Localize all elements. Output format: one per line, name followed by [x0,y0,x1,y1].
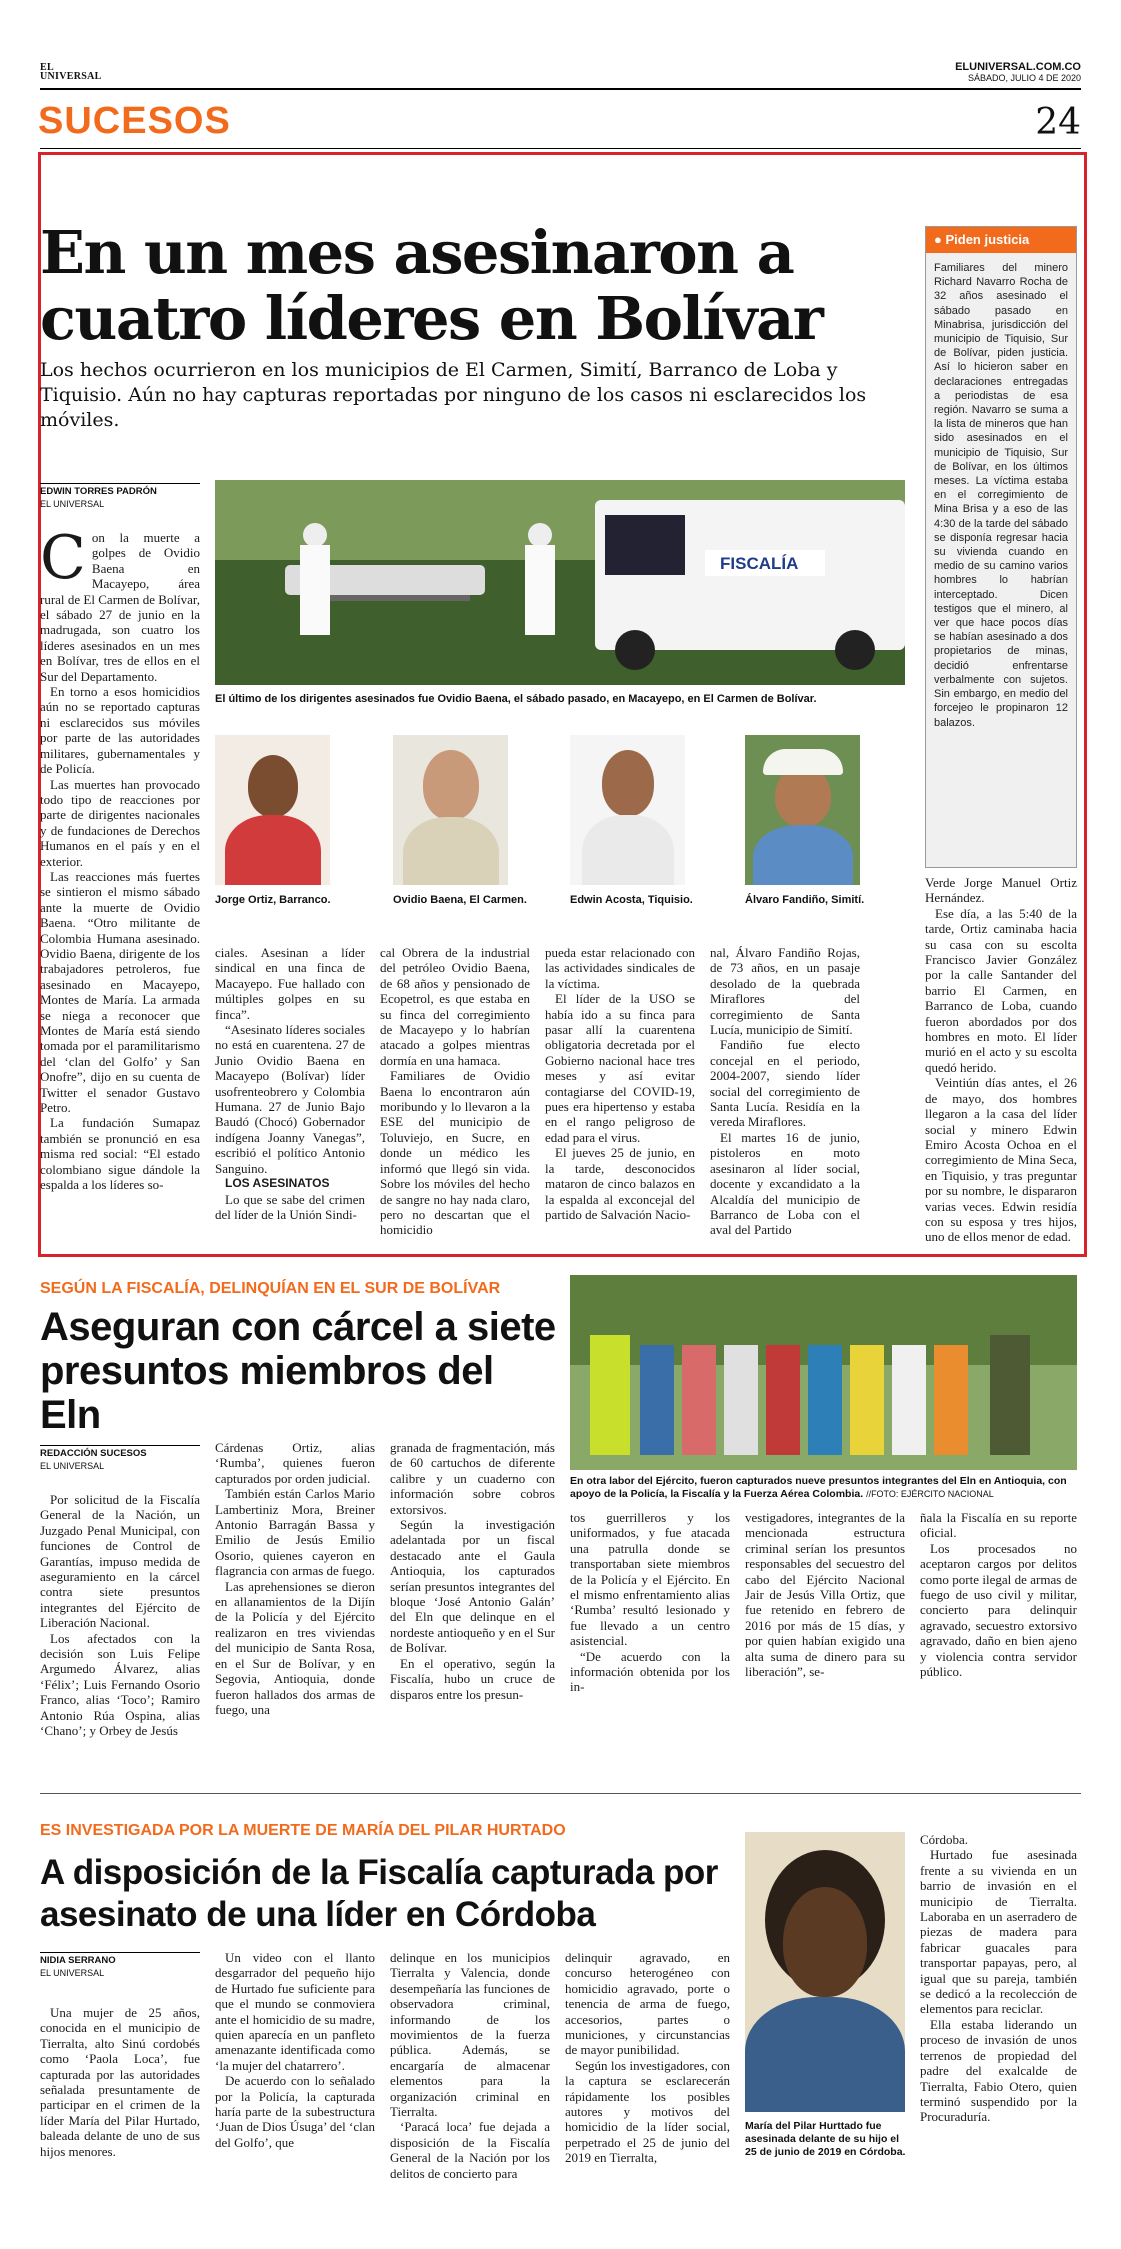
photo-credit: //FOTO: EJÉRCITO NACIONAL [866,1489,994,1499]
portrait-caption-4: Álvaro Fandiño, Simití. [745,894,865,906]
portrait-caption-1: Jorge Ortiz, Barranco. [215,894,331,906]
article3-photo-caption: María del Pilar Hurttado fue asesinada delante de su hijo el 25 de junio de 2019 en Córdoba. [745,2120,906,2158]
section-rule [40,148,1081,149]
article1-byline [40,483,200,510]
article2-photo [570,1275,1077,1470]
article2-column-6: ñala la Fiscalía en su reporte oficial. Los procesados no aceptaron cargos por delitos como porte ilegal de armas de fuego de uso civil y militar, concierto para delinquir agravado, secuestro extorsivo agravado, daño en bien ajeno y violencia contra servidor público. [920,1510,1077,1680]
article3-headline: A disposición de la Fiscalía capturada por asesinato de una líder en Córdoba [40,1853,718,1934]
article2-photo-caption: En otra labor del Ejército, fueron capturados nueve presuntos integrantes del Eln en Antioquia, con apoyo de la Policía, la Fiscalía y la Fuerza Aérea Colombia. //FOTO: EJÉRCITO NACIONAL [570,1475,1067,1500]
portrait-jorge-ortiz [215,735,330,885]
article2-headline: Aseguran con cárcel a siete presuntos miembros del Eln [40,1305,556,1437]
masthead-info [955,62,1081,84]
article1-column-5: nal, Álvaro Fandiño Rojas, de 73 años, en un pasaje desolado de la quebrada Miraflores del corregimiento de Santa Lucía, municipio de Simití. Fandiño fue electo concejal en el periodo, 2004-2007, siendo líder social del corregimiento de Santa Lucía. Residía en la vereda Miraflores. El martes 16 de junio, pistoleros en moto asesinaron al líder social, docente y excandidato a la Alcaldía del municipio de Barranco de Loba con el aval del Partido [710,945,860,1238]
article2-kicker: SEGÚN LA FISCALÍA, DELINQUÍAN EN EL SUR DE BOLÍVAR [40,1280,501,1297]
masthead-rule [40,88,1081,90]
portrait-ovidio-baena [393,735,508,885]
sidebar-piden-justicia [925,226,1077,868]
captured-group-photo [570,1275,1077,1470]
portrait-caption-2: Ovidio Baena, El Carmen. [393,894,527,906]
subheading-los-asesinatos: LOS ASESINATOS [225,1176,330,1191]
article1-column-1: Con la muerte a golpes de Ovidio Baena en Macayepo, área rural de El Carmen de Bolívar, el sábado 27 de junio en la madrugada, son cuatro los líderes asesinados en un mes en Bolívar, tres de ellos en el Sur del Departamento. En torno a esos homicidios aún no se reportado capturas ni esclarecidos sus móviles por parte de las autoridades militares, gubernamentales y de Policía. Las muertes han provocado todo tipo de reacciones por parte de dirigentes nacionales y de fundaciones de Derechos Humanos en el país y en el exterior. Las reacciones más fuertes se sintieron el mismo sábado ante la muerte de Ovidio Baena. “Otro militante de Colombia Humana asesinado. Ovidio Baena, dirigente de los trabajadores petroleros, fue asesinado en Macayepo, Montes de María. La armada se niega a reconocer que Montes de María está siendo tomada por el paramilitarismo del ‘clan del Golfo’ y San Onofre”, dijo en su cuenta de Twitter el senador Gustavo Petro. La fundación Sumapaz también se pronunció en esa misma red social: “El estado colombiano sigue dándole la espalda a los líderes so- [40,523,200,1193]
section-title: SUCESOS [38,100,231,142]
article2-column-4: tos guerrilleros y los uniformados, y fue atacada una patrulla donde se transportaban siete miembros de la Policía y el Ejército. En el mismo enfrentamiento alias ‘Rumba’ resultó lesionado y fue llevado a un centro asistencial. “De acuerdo con la información obtenida por los in- [570,1510,730,1695]
article1-photo-caption: El último de los dirigentes asesinados fue Ovidio Baena, el sábado pasado, en Macayepo, en El Carmen de Bolívar. [215,693,817,705]
issue-date: SÁBADO, JULIO 4 DE 2020 [967,73,1081,83]
article1-column-3: cal Obrera de la industrial del petróleo Ovidio Baena, de 68 años y pensionado de Ecopetrol, es que estaba en su finca del corregimiento de Macayepo y lo habrían atacado a golpes mientras dormía en una hamaca. Familiares de Ovidio Baena lo encontraron aún moribundo y lo llevaron a la ESE del municipio de Toluviejo, en Sucre, en donde un médico les informó que llegó sin vida. Sobre los móviles del hecho de sangre no hay nada claro, pero no descartan que el homicidio [380,945,530,1238]
article3-column-3: delinque en los municipios Tierralta y Valencia, donde desempeñaría las funciones de observadora criminal, informando de los movimientos de la fuerza pública. Además, se encargaría de almacenar elementos para la organización criminal en Tierralta. ‘Paracá loca’ fue dejada a disposición de la Fiscalía General de la Nación por los delitos de concierto para [390,1950,550,2181]
article2-byline: REDACCIÓN SUCESOS EL UNIVERSAL [40,1445,200,1472]
sidebar-header: ● Piden justicia [926,227,1076,253]
dropcap: C [40,523,86,593]
site-url[interactable]: ELUNIVERSAL.COM.CO [955,61,1081,73]
article1-main-photo [215,480,905,685]
article1-column-6: Verde Jorge Manuel Ortiz Hernández. Ese día, a las 5:40 de la tarde, Ortiz caminaba hacia su casa con su escolta Francisco Javier González por la calle Santander del barrio El Carmen, en Barranco de Loba, cuando fueron abordados por dos hombres en moto. El líder murió en el acto y su escolta quedó herido. Veintiún días antes, el 26 de mayo, dos hombres llegaron a la casa del líder social y minero Edwin Emiro Acosta Ochoa en el corregimiento de Mina Seca, en Tiquisio, y tras preguntar por su nombre, le dispararon varias veces. Edwin residía con su esposa y tres hijos, uno de ellos menor de edad. [925,875,1077,1245]
article1-dek: Los hechos ocurrieron en los municipios de El Carmen, Simití, Barranco de Loba y Tiquisio. Aún no hay capturas reportadas por ninguno de los casos ni esclarecidos los móviles. [40,359,867,431]
portrait-caption-3: Edwin Acosta, Tiquisio. [570,894,693,906]
article2-column-1: Por solicitud de la Fiscalía General de la Nación, un Juzgado Penal Municipal, con funciones de Control de Garantías, impuso medida de aseguramiento en la cárcel contra siete presuntos integrantes del Ejército de Liberación Nacional. Los afectados con la decisión son Luis Felipe Argumedo Álvarez, alias ‘Félix’; Luis Fernando Osorio Franco, alias ‘Toco’; Ramiro Antonio Rúa Ospina, alias ‘Chano’; y Orbey de Jesús [40,1492,200,1739]
article-divider [40,1793,1081,1794]
article3-column-4: delinquir agravado, en concurso heterogéneo con homicidio agravado, porte o tenencia de arma de fuego, accesorios, partes o municiones, y circunstancias de mayor punibilidad. Según los investigadores, con la captura se esclarecerán rápidamente los posibles autores y motivos del homicidio de la líder social, perpetrado el 25 de junio del 2019 en Tierralta, [565,1950,730,2166]
article3-photo [745,1832,905,2112]
author-outlet: EL UNIVERSAL [40,499,105,509]
article1-headline: En un mes asesinaron a cuatro líderes en Bolívar [40,218,823,353]
article3-column-1: Una mujer de 25 años, conocida en el municipio de Tierralta, alto Sinú cordobés como ‘Paola Loca’, fue capturada por las autoridades señalada presuntamente de participar en el crimen de la líder María del Pilar Hurtado, baleada delante de uno de sus hijos menores. [40,2005,200,2159]
article1-column-4: pueda estar relacionado con las actividades sindicales de la víctima. El líder de la USO se había ido a su finca para pasar allí la cuarentena obligatoria decretada por el Gobierno nacional hace tres meses y así evitar contagiarse del COVID-19, pues era hipertenso y estaba en el rango peligroso de edad para el virus. El jueves 25 de junio, en la tarde, desconocidos mataron de cinco balazos en la espalda al exconcejal del partido de Salvación Nacio- [545,945,695,1222]
crime-scene-photo [215,480,905,685]
article2-column-3: granada de fragmentación, más de 60 cartuchos de diferente calibre y un cuaderno con información sobre cobros extorsivos. Según la investigación adelantada por un fiscal destacado ante el Gaula Antioquia, los capturados serían presuntos integrantes del bloque ‘José Antonio Galán’ del Eln que delinque en el nordeste antioqueño y en el Sur de Bolívar. En el operativo, según la Fiscalía, hubo un cruce de disparos entre los presun- [390,1440,555,1702]
article2-column-2: Cárdenas Ortiz, alias ‘Rumba’, quienes fueron capturados por orden judicial. También están Carlos Mario Lambertiniz Mora, Breiner Antonio Barragán Bassa y Emilio de Jesús Emilio Osorio, quienes cayeron en flagrancia con armas de fuego. Las aprehensiones se dieron en allanamientos de la Dijín de la Policía y del Ejército realizaron en tres viviendas del municipio de Santa Rosa, en el Sur de Bolívar, y en Segovia, Antioquia, donde fueron hallados dos armas de fuego, una [215,1440,375,1717]
bullet-icon: ● [934,232,946,247]
article3-byline: NIDIA SERRANO EL UNIVERSAL [40,1952,200,1979]
van-label: FISCALÍA [720,554,799,573]
article3-column-5: Córdoba. Hurtado fue asesinada frente a su vivienda en un barrio de invasión en el municipio de Tierralta. Laboraba en un aserradero de piezas de madera para fabricar guacales para transportar papayas, pero, al igual que su pareja, también se dedicó a la recolección de elementos para reciclar. Ella estaba liderando un proceso de invasión de unos terrenos de propiedad del padre del exalcalde de Tierralta, Fabio Otero, quien terminó suspendido por la Procuraduría. [920,1832,1077,2125]
article3-kicker: ES INVESTIGADA POR LA MUERTE DE MARÍA DEL PILAR HURTADO [40,1822,566,1839]
page-number: 24 [1035,102,1081,143]
author-name: EDWIN TORRES PADRÓN [40,486,157,497]
portrait-edwin-acosta [570,735,685,885]
newspaper-logo: EL UNIVERSAL [40,62,102,82]
article1-column-2: ciales. Asesinan a líder sindical en una finca de Macayepo. Fue hallado con múltiples golpes en su finca”. “Asesinato líderes sociales no está en cuarentena. 27 de Junio Ovidio Baena en Macayepo (Bolívar) líder usofrenteobrero y Colombia Humana. 27 de Junio Bajo Baudó (Chocó) Gobernador indígena Joanny Vanegas”, escribió el político Antonio Sanguino. LOS ASESINATOS Lo que se sabe del crimen del líder de la Unión Sindi- [215,945,365,1222]
portrait-alvaro-fandino [745,735,860,885]
sidebar-text: Familiares del minero Richard Navarro Rocha de 32 años asesinado el sábado pasado en Minabrisa, jurisdicción del municipio de Tiquisio, Sur de Bolívar, piden justicia. Así lo hicieron saber en declaraciones entregadas a periodistas de esa región. Navarro se suma a la lista de mineros que han sido asesinados en el municipio de Tiquisio, Sur de Bolívar, en los últimos meses. La víctima estaba en el corregimiento de Mina Brisa y a eso de las 4:30 de la tarde del sábado se disponía regresar hacia su vivienda cuando en medio de su camino varios hombres lo habrían interceptado. Dicen testigos que el minero, al ver que hace pocos días se habían asesinado a dos propietarios de minas, decidió enfrentarse verbalmente con sujetos. Sin embargo, en medio del forcejeo le propinaron 12 balazos. [934,262,1068,729]
article3-column-2: Un video con el llanto desgarrador del pequeño hijo de Hurtado fue suficiente para que el mundo se conmoviera ante el homicidio de su madre, quien aparecía en un panfleto amenazante identificada como ‘la mujer del chatarrero’. De acuerdo con lo señalado por la Policía, la capturada haría parte de la subestructura ‘Juan de Dios Úsuga’ del ‘clan del Golfo’, que [215,1950,375,2150]
article2-column-5: vestigadores, integrantes de la mencionada estructura criminal serían los presuntos responsables del secuestro del cabo del Ejército Nacional Jair de Jesús Villa Ortiz, que fue retenido en febrero de 2016 por más de 15 días, y por quien habían exigido una alta suma de dinero para su liberación”, se- [745,1510,905,1680]
